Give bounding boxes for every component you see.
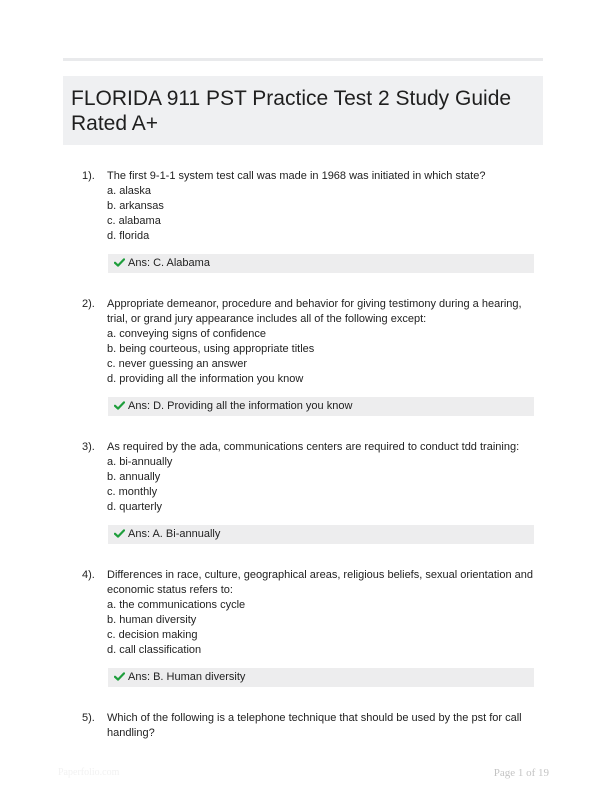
page-indicator: Page 1 of 19: [493, 767, 549, 779]
answer-option: b. arkansas: [107, 200, 164, 212]
question-number: 4).: [82, 569, 95, 581]
question-text: As required by the ada, communications centers are required to conduct tdd training:: [107, 441, 520, 453]
answer-option: d. call classification: [107, 644, 202, 656]
answer-box: [108, 254, 534, 273]
answer-text: Ans: D. Providing all the information you know: [128, 400, 353, 412]
answer-text: Ans: B. Human diversity: [128, 671, 246, 683]
top-divider: [63, 58, 543, 61]
answer-option: d. quarterly: [107, 501, 163, 513]
footer-watermark: Paperfolio.com: [58, 767, 120, 778]
answer-box: [108, 397, 534, 416]
answer-option: a. bi-annually: [107, 456, 173, 468]
check-icon: [114, 529, 125, 538]
answer-option: b. human diversity: [107, 614, 197, 626]
question-number: 2).: [82, 298, 95, 310]
check-icon: [114, 401, 125, 410]
answer-option: a. alaska: [107, 185, 152, 197]
check-icon: [114, 672, 125, 681]
title-banner: [63, 76, 543, 145]
answer-option: b. annually: [107, 471, 161, 483]
question-number: 3).: [82, 441, 95, 453]
answer-box: [108, 525, 534, 544]
question-text: Differences in race, culture, geographical areas, religious beliefs, sexual orientation and economic status refers to:: [107, 569, 533, 596]
answer-option: c. decision making: [107, 629, 198, 641]
answer-option: a. the communications cycle: [107, 599, 246, 611]
answer-option: c. never guessing an answer: [107, 358, 248, 370]
answer-option: c. alabama: [107, 215, 161, 227]
question-text: The first 9-1-1 system test call was made in 1968 was initiated in which state?: [107, 170, 486, 182]
answer-box: [108, 668, 534, 687]
question-text: Which of the following is a telephone technique that should be used by the pst for call handling?: [107, 712, 522, 739]
answer-option: b. being courteous, using appropriate titles: [107, 343, 315, 355]
question-text: Appropriate demeanor, procedure and behavior for giving testimony during a hearing, trial, or grand jury appearance includes all of the following except:: [107, 298, 522, 325]
answer-option: d. florida: [107, 230, 150, 242]
question-number: 5).: [82, 712, 95, 724]
question-number: 1).: [82, 170, 95, 182]
answer-text: Ans: C. Alabama: [128, 257, 210, 269]
check-icon: [114, 258, 125, 267]
document-title: FLORIDA 911 PST Practice Test 2 Study Guide Rated A+: [71, 87, 512, 135]
answer-option: c. monthly: [107, 486, 158, 498]
answer-option: a. conveying signs of confidence: [107, 328, 266, 340]
answer-option: d. providing all the information you know: [107, 373, 304, 385]
answer-text: Ans: A. Bi-annually: [128, 528, 221, 540]
